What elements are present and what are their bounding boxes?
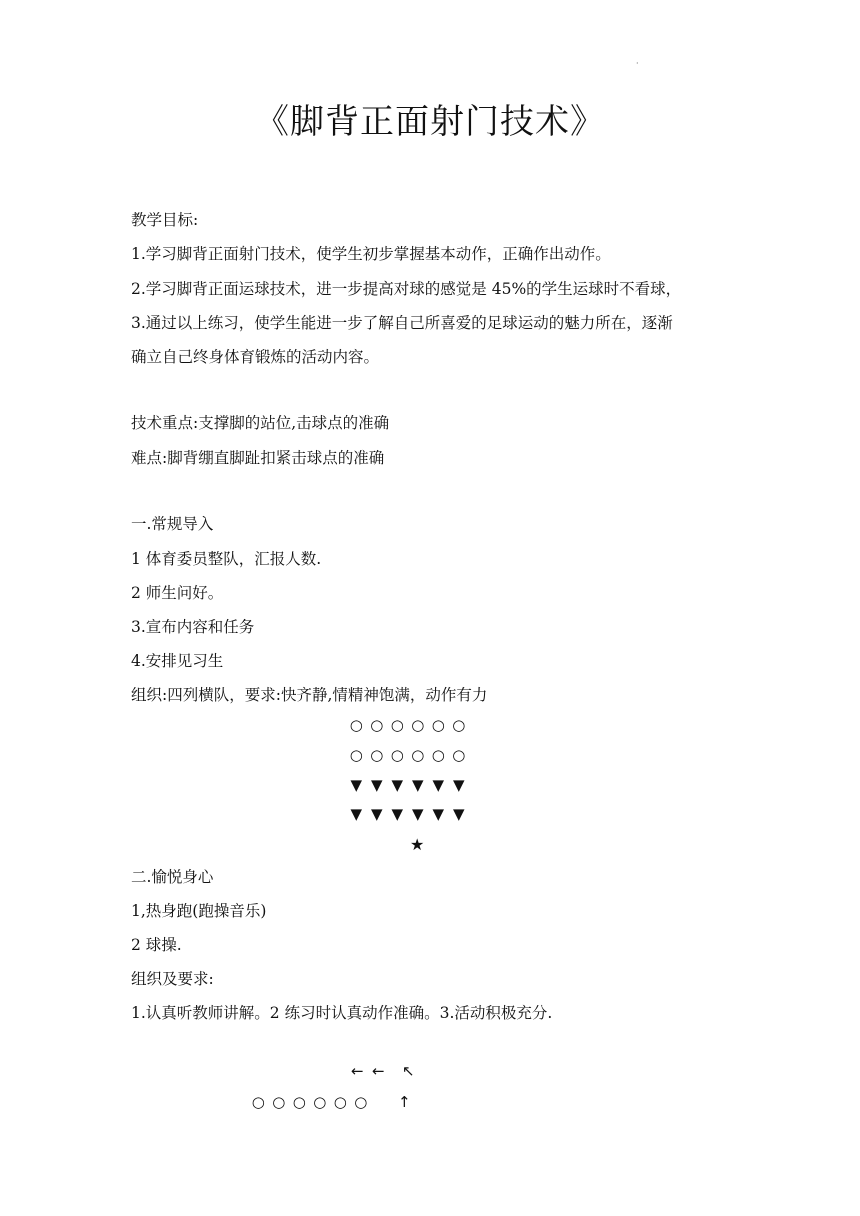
- student-circle-icon: ○: [292, 1093, 306, 1111]
- student-triangle-icon: ▼: [411, 776, 424, 794]
- formation-row-1: [346, 718, 469, 733]
- objectives-heading: 教学目标:: [131, 211, 199, 229]
- section2-item-2: 2 球操.: [131, 936, 182, 954]
- student-circle-icon: ○: [251, 1093, 265, 1111]
- objective-item-3: 3.通过以上练习，使学生能进一步了解自己所喜爱的足球运动的魅力所在，逐渐: [131, 314, 673, 332]
- student-circle-icon: ○: [349, 746, 363, 764]
- section1-organization: 组织:四列横队，要求:快齐静,情精神饱满，动作有力: [131, 686, 488, 704]
- formation-row-2: [346, 748, 469, 763]
- section1-item-4: 4.安排见习生: [131, 652, 224, 670]
- formation-row-4: [346, 807, 469, 822]
- student-triangle-icon: ▼: [350, 805, 363, 823]
- student-circle-icon: ○: [333, 1093, 347, 1111]
- section2-requirements: 1.认真听教师讲解。2 练习时认真动作准确。3.活动积极充分.: [131, 1004, 553, 1022]
- student-triangle-icon: ▼: [411, 805, 424, 823]
- section1-item-3: 3.宣布内容和任务: [131, 618, 255, 636]
- student-triangle-icon: ▼: [370, 776, 383, 794]
- objective-item-1: 1.学习脚背正面射门技术，使学生初步掌握基本动作，正确作出动作。: [131, 245, 611, 263]
- up-left-arrow-icon: ↖: [402, 1062, 415, 1080]
- page-title: 《脚背正面射门技术》: [255, 102, 605, 142]
- section2-heading: 二.愉悦身心: [131, 868, 214, 886]
- header-dot: ·: [636, 59, 639, 68]
- student-triangle-icon: ▼: [350, 776, 363, 794]
- student-circle-icon: ○: [390, 746, 404, 764]
- student-circle-icon: ○: [354, 1093, 368, 1111]
- objective-item-3-continued: 确立自己终身体育锻炼的活动内容。: [131, 348, 380, 366]
- left-arrow-icon: ←: [351, 1062, 364, 1080]
- student-triangle-icon: ▼: [452, 776, 465, 794]
- student-triangle-icon: ▼: [391, 776, 404, 794]
- student-circle-icon: ○: [431, 746, 445, 764]
- up-arrow-icon: ↑: [398, 1093, 411, 1111]
- student-circle-icon: ○: [390, 716, 404, 734]
- objective-item-2: 2.学习脚背正面运球技术，进一步提高对球的感觉是 45%的学生运球时不看球，: [131, 280, 682, 298]
- student-circle-icon: ○: [370, 716, 384, 734]
- difficulty-point: 难点:脚背绷直脚趾扣紧击球点的准确: [131, 449, 385, 467]
- student-triangle-icon: ▼: [432, 776, 445, 794]
- student-circle-icon: ○: [411, 716, 425, 734]
- left-arrow-icon: ←: [372, 1062, 385, 1080]
- section2-item-1: 1,热身跑(跑操音乐): [131, 902, 267, 920]
- student-circle-icon: ○: [370, 746, 384, 764]
- student-triangle-icon: ▼: [391, 805, 404, 823]
- student-triangle-icon: ▼: [452, 805, 465, 823]
- teacher-star-icon: ★: [410, 835, 425, 854]
- section1-heading: 一.常规导入: [131, 515, 214, 533]
- student-circle-icon: ○: [349, 716, 363, 734]
- student-triangle-icon: ▼: [370, 805, 383, 823]
- formation-row-3: [346, 778, 469, 793]
- student-circle-icon: ○: [452, 746, 466, 764]
- running-circle-row: [248, 1095, 371, 1110]
- section2-org-heading: 组织及要求:: [131, 970, 214, 988]
- student-circle-icon: ○: [411, 746, 425, 764]
- student-circle-icon: ○: [452, 716, 466, 734]
- technique-key-point: 技术重点:支撑脚的站位,击球点的准确: [131, 414, 390, 432]
- section1-item-2: 2 师生问好。: [131, 584, 224, 602]
- student-circle-icon: ○: [313, 1093, 327, 1111]
- student-triangle-icon: ▼: [432, 805, 445, 823]
- section1-item-1: 1 体育委员整队，汇报人数.: [131, 550, 322, 568]
- student-circle-icon: ○: [431, 716, 445, 734]
- student-circle-icon: ○: [272, 1093, 286, 1111]
